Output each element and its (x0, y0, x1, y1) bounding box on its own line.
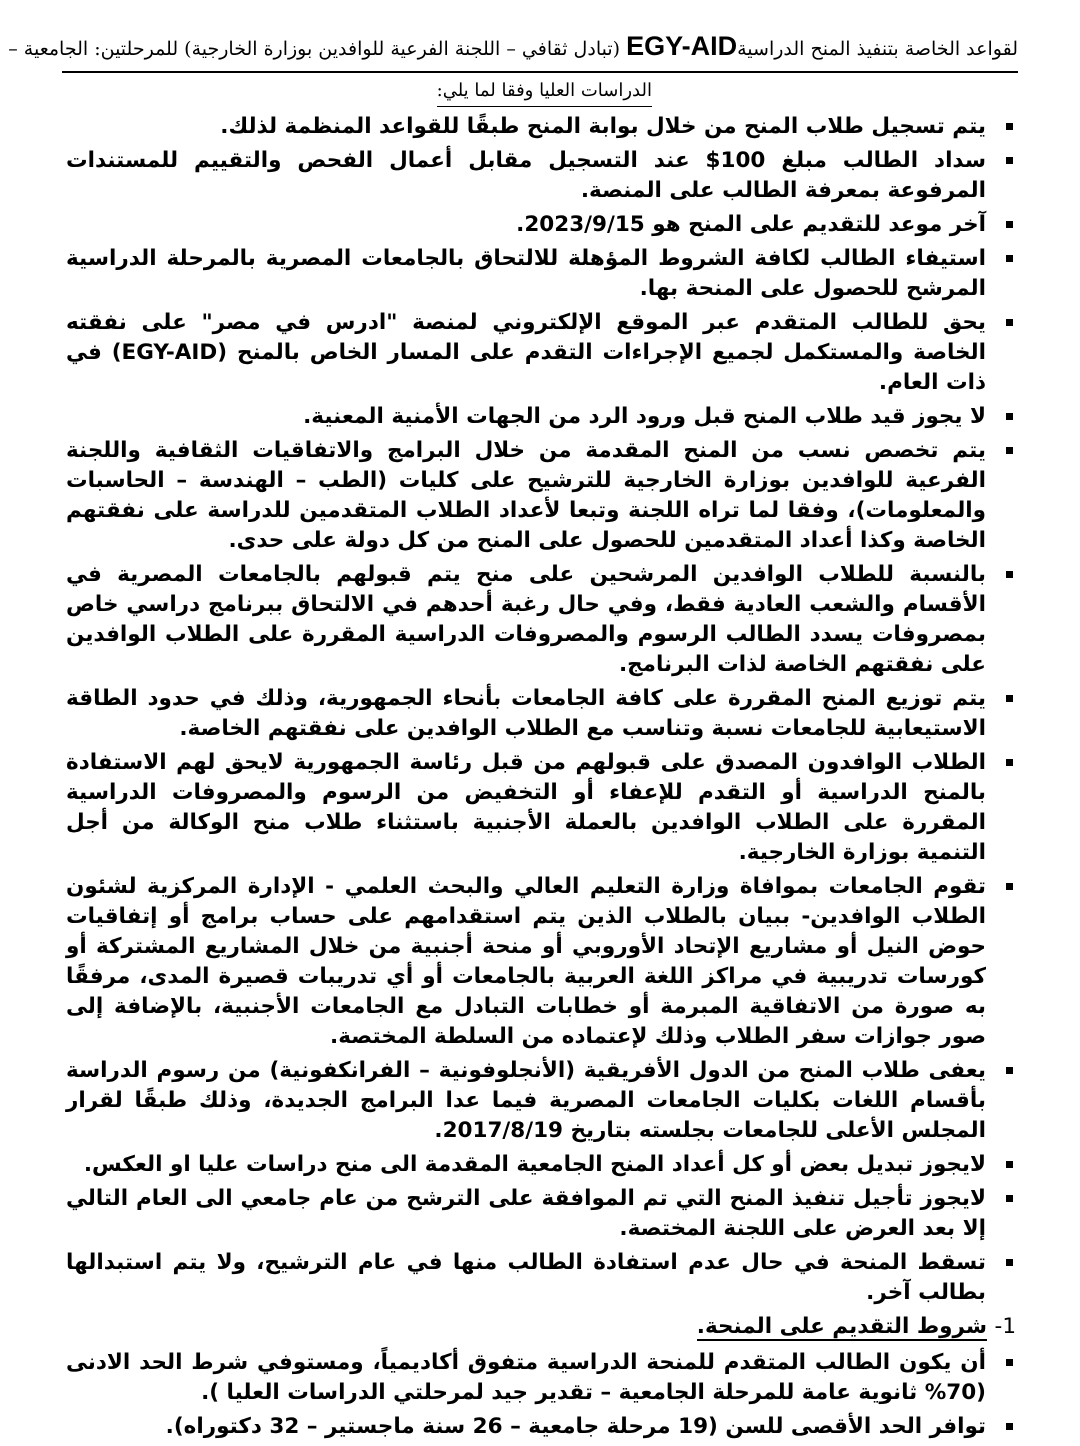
bullet-icon (1006, 1259, 1013, 1266)
bullet-icon (1006, 157, 1013, 164)
bullet-icon (1006, 1423, 1013, 1430)
bullet-icon (1006, 413, 1013, 420)
list-item-text: استيفاء الطالب لكافة الشروط المؤهلة للالتحاق بالجامعات المصرية بالمرحلة الدراسية المرشح للحصول على المنحة بها. (66, 246, 986, 301)
bullet-icon (1006, 1067, 1013, 1074)
rules-items (66, 112, 1020, 1308)
bullet-icon (1006, 1195, 1013, 1202)
list-item-text: أن يكون الطالب المتقدم للمنحة الدراسية متفوق أكاديمياً، ومستوفي شرط الحد الادنى (70% ثانوية عامة للمرحلة الجامعية – تقدير جيد لمرحلتي الدراسات العليا ). (66, 1350, 986, 1405)
document-header (8, 26, 1018, 73)
list-item (66, 1412, 1020, 1442)
section-heading (66, 1312, 1020, 1342)
list-item-text: بالنسبة للطلاب الوافدين المرشحين على منح يتم قبولهم بالجامعات المصرية في الأقسام والشعب العادية فقط، وفي حال رغبة أحدهم في الالتحاق ببرنامج دراسي خاص بمصروفات يسدد الطالب الرسوم والمصروفات الدراسية المقررة على الطلاب الوافدين على نفقتهم الخاصة لذات البرنامج. (66, 562, 986, 677)
list-item-text: تقوم الجامعات بموافاة وزارة التعليم العالي والبحث العلمي - الإدارة المركزية لشئون الطلاب الوافدين- ببيان بالطلاب الذين يتم استقدامهم على حساب برامج أو إتفاقيات حوض النيل أو مشاريع الإتحاد الأوروبي أو منحة أجنبية من خلال المشاريع المشتركة أو كورسات تدريبية في مراكز اللغة العربية بالجامعات أو أي تدريبات قصيرة المدى، مرفقًا به صورة من الاتفاقية المبرمة أو خطابات التبادل مع الجامعات الأجنبية، بالإضافة إلى صور جوازات سفر الطلاب وذلك لإعتماده من السلطة المختصة. (66, 874, 986, 1049)
list-item (66, 112, 1020, 142)
list-item-text: تسقط المنحة في حال عدم استفادة الطالب منها في عام الترشيح، ولا يتم استبدالها بطالب آخر. (66, 1250, 986, 1305)
list-item (66, 1248, 1020, 1308)
list-item (66, 560, 1020, 680)
list-item (66, 748, 1020, 868)
list-item (66, 1184, 1020, 1244)
list-item (66, 308, 1020, 398)
program-code: EGY-AID (626, 31, 738, 61)
list-item (66, 1056, 1020, 1146)
list-item (66, 1348, 1020, 1408)
section-number: 1- (994, 1314, 1016, 1339)
bullet-icon (1006, 319, 1013, 326)
rules-list (66, 112, 1020, 1446)
list-item-text: توافر الحد الأقصى للسن (19 مرحلة جامعية – 26 سنة ماجستير – 32 دكتوراه). (165, 1414, 986, 1439)
list-item-text: لا يجوز قيد طلاب المنح قبل ورود الرد من الجهات الأمنية المعنية. (303, 404, 986, 429)
bullet-icon (1006, 571, 1013, 578)
list-item-text: يتم تسجيل طلاب المنح من خلال بوابة المنح طبقًا للقواعد المنظمة لذلك. (220, 114, 986, 139)
list-item-text: يعفى طلاب المنح من الدول الأفريقية (الأنجلوفونية – الفرانكفونية) من رسوم الدراسة بأقسام اللغات بكليات الجامعات المصرية فيما عدا البرامج الجديدة، وذلك طبقًا لقرار المجلس الأعلى للجامعات بجلسته بتاريخ 2017/8/19. (66, 1058, 986, 1143)
list-item (66, 436, 1020, 556)
list-item-text: الطلاب الوافدون المصدق على قبولهم من قبل رئاسة الجمهورية لايحق لهم الاستفادة بالمنح الدراسية أو التقدم للإعفاء أو التخفيض من الرسوم والمصروفات الدراسية المقررة على الطلاب الوافدين بالعملة الأجنبية باستثناء طلاب منح الوكالة من أجل التنمية بوزارة الخارجية. (66, 750, 986, 865)
bullet-icon (1006, 221, 1013, 228)
bullet-icon (1006, 1161, 1013, 1168)
header-continuation: الدراسات العليا وفقا لما يلي: (437, 79, 652, 107)
list-item (66, 244, 1020, 304)
list-item-text: لايجوز تأجيل تنفيذ المنح التي تم الموافقة على الترشح من عام جامعي الى العام التالي إلا بعد العرض على اللجنة المختصة. (66, 1186, 986, 1241)
list-item (66, 684, 1020, 744)
section-title: شروط التقديم على المنحة. (696, 1314, 988, 1339)
list-item-text: يتم تخصص نسب من المنح المقدمة من خلال البرامج والاتفاقيات الثقافية واللجنة الفرعية للوافدين بوزارة الخارجية للترشيح على كليات (الطب – الهندسة – الحاسبات والمعلومات)، وفقا لما تراه اللجنة وتبعا لأعداد الطلاب المتقدمين للدراسة على نفقتهم الخاصة وكذا أعداد المتقدمين للحصول على المنح من كل دولة على حدى. (66, 438, 986, 553)
bullet-icon (1006, 883, 1013, 890)
list-item-text: آخر موعد للتقديم على المنح هو 2023/9/15. (516, 212, 986, 237)
list-item-text: يحق للطالب المتقدم عبر الموقع الإلكتروني لمنصة "ادرس في مصر" على نفقته الخاصة والمستكمل لجميع الإجراءات التقدم على المسار الخاص بالمنح (EGY-AID) في ذات العام. (66, 310, 986, 395)
list-item-text: يتم توزيع المنح المقررة على كافة الجامعات بأنحاء الجمهورية، وذلك في حدود الطاقة الاستيعابية للجامعات نسبة وتناسب مع الطلاب الوافدين على نفقتهم الخاصة. (66, 686, 986, 741)
list-item (66, 1150, 1020, 1180)
bullet-icon (1006, 255, 1013, 262)
list-item (66, 210, 1020, 240)
section-items (66, 1348, 1020, 1442)
list-item (66, 402, 1020, 432)
bullet-icon (1006, 123, 1013, 130)
header-prefix: لقواعد الخاصة بتنفيذ المنح الدراسية (737, 38, 1018, 60)
bullet-icon (1006, 1359, 1013, 1366)
header-suffix: (تبادل ثقافي – اللجنة الفرعية للوافدين بوزارة الخارجية) للمرحلتين: الجامعية – (8, 38, 627, 60)
list-item (66, 146, 1020, 206)
bullet-icon (1006, 447, 1013, 454)
list-item-text: سداد الطالب مبلغ 100$ عند التسجيل مقابل أعمال الفحص والتقييم للمستندات المرفوعة بمعرفة الطالب على المنصة. (66, 148, 986, 203)
bullet-icon (1006, 759, 1013, 766)
list-item-text: لايجوز تبديل بعض أو كل أعداد المنح الجامعية المقدمة الى منح دراسات عليا او العكس. (83, 1152, 986, 1177)
bullet-icon (1006, 695, 1013, 702)
list-item (66, 872, 1020, 1052)
